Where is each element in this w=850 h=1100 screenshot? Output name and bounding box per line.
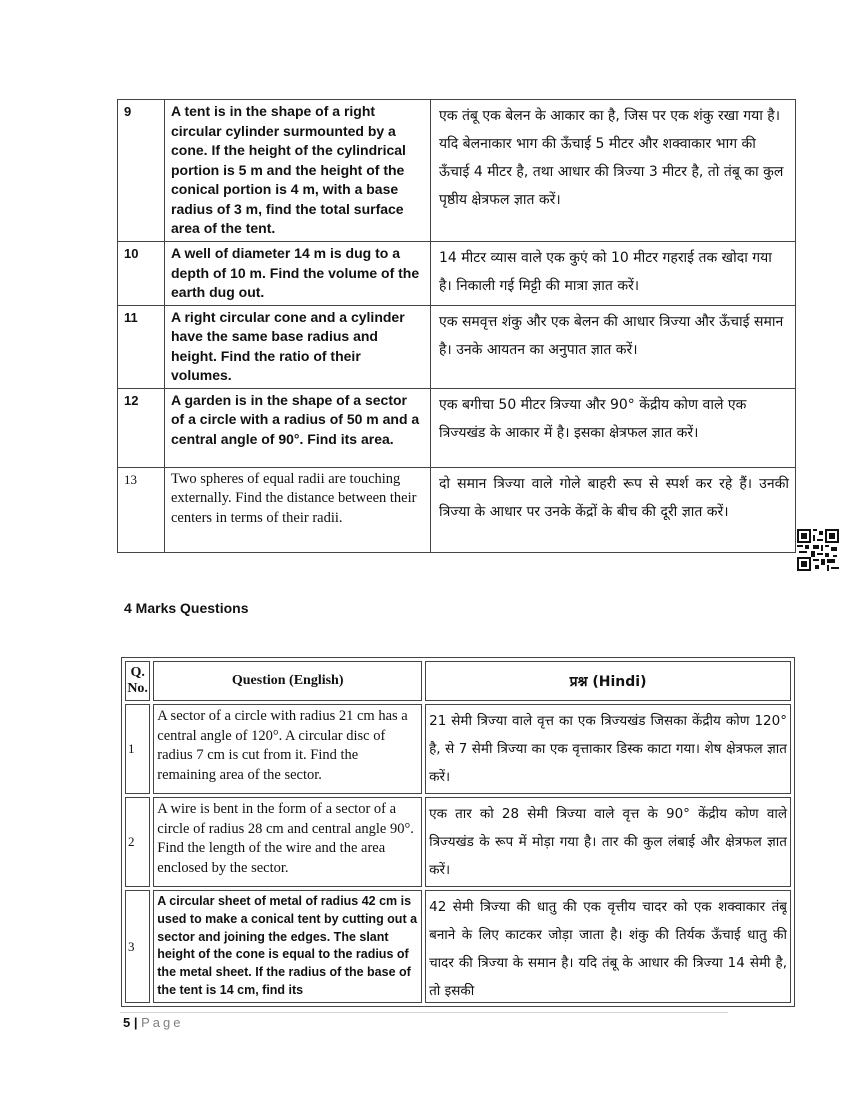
questions-table-4-marks bbox=[121, 657, 795, 1007]
question-number: 3 bbox=[125, 890, 150, 1003]
question-hindi: एक बगीचा 50 मीटर त्रिज्या और 90° केंद्रीय कोण वाले एक त्रिज्यखंड के आकार में है। इसका क्षेत्रफल ज्ञात करें। bbox=[431, 388, 796, 467]
table-row bbox=[118, 100, 796, 242]
table-header-row bbox=[125, 661, 791, 701]
page-footer bbox=[123, 1015, 183, 1030]
question-english: A wire is bent in the form of a sector of a circle of radius 28 cm and central angle 90°. Find the length of the wire and the area enclosed by the sector. bbox=[153, 797, 422, 887]
question-number: 12 bbox=[118, 388, 165, 467]
table-row bbox=[125, 704, 791, 794]
question-number: 9 bbox=[118, 100, 165, 242]
question-hindi: एक तंबू एक बेलन के आकार का है, जिस पर एक शंकु रखा गया है। यदि बेलनाकार भाग की ऊँचाई 5 मीटर और शक्वाकार भाग की ऊँचाई 4 मीटर है, तथा आधार की त्रिज्या 3 मीटर है, तो तंबू का कुल पृष्ठीय क्षेत्रफल ज्ञात करें। bbox=[431, 100, 796, 242]
question-english-cell bbox=[153, 890, 422, 1003]
header-question-hindi: प्रश्न (Hindi) bbox=[425, 661, 791, 701]
question-english: A circular sheet of metal of radius 42 cm is used to make a conical tent by cutting out a sector and joining the edges. The slant height of the cone is equal to the radius of the metal sheet. If the radius of the base of the tent is 14 cm, find its bbox=[157, 894, 418, 997]
table-row bbox=[118, 388, 796, 467]
question-hindi-cell bbox=[425, 890, 791, 1003]
question-english: A sector of a circle with radius 21 cm has a central angle of 120°. A circular disc of radius 7 cm is cut from it. Find the remaining area of the sector. bbox=[153, 704, 422, 794]
section-heading: 4 Marks Questions bbox=[124, 600, 249, 616]
question-english: A well of diameter 14 m is dug to a depth of 10 m. Find the volume of the earth dug out. bbox=[165, 242, 431, 306]
footer-divider bbox=[120, 1012, 728, 1013]
header-question-english: Question (English) bbox=[153, 661, 422, 701]
question-number: 13 bbox=[118, 467, 165, 552]
header-question-number: Q. No. bbox=[125, 661, 150, 701]
question-hindi: 14 मीटर व्यास वाले एक कुएं को 10 मीटर गहराई तक खोदा गया है। निकाली गई मिट्टी की मात्रा ज्ञात करें। bbox=[431, 242, 796, 306]
question-number: 11 bbox=[118, 305, 165, 388]
question-hindi: दो समान त्रिज्या वाले गोले बाहरी रूप से स्पर्श कर रहे हैं। उनकी त्रिज्या के आधार पर उनके केंद्रों के बीच की दूरी ज्ञात करें। bbox=[431, 467, 796, 552]
question-hindi: एक समवृत्त शंकु और एक बेलन की आधार त्रिज्या और ऊँचाई समान है। उनके आयतन का अनुपात ज्ञात करें। bbox=[431, 305, 796, 388]
table-row bbox=[125, 797, 791, 887]
question-number: 1 bbox=[125, 704, 150, 794]
question-english: A garden is in the shape of a sector of a circle with a radius of 50 m and a central angle of 90°. Find its area. bbox=[165, 388, 431, 467]
question-hindi: 21 सेमी त्रिज्या वाले वृत्त का एक त्रिज्यखंड जिसका केंद्रीय कोण 120° है, से 7 सेमी त्रिज्या का एक वृत्ताकार डिस्क काटा गया। शेष क्षेत्रफल ज्ञात करें। bbox=[425, 704, 791, 794]
question-hindi: एक तार को 28 सेमी त्रिज्या वाले वृत्त के 90° केंद्रीय कोण वाले त्रिज्यखंड के रूप में मोड़ा गया है। तार की कुल लंबाई और क्षेत्रफल ज्ञात करें। bbox=[425, 797, 791, 887]
table-row bbox=[118, 467, 796, 552]
question-english: A tent is in the shape of a right circular cylinder surmounted by a cone. If the height of the cylindrical portion is 5 m and the height of the conical portion is 4 m, with a base radius of 3 m, find the total surface area of the tent. bbox=[165, 100, 431, 242]
footer-separator: | bbox=[130, 1015, 142, 1030]
questions-table-3-marks bbox=[117, 99, 796, 553]
page-number: 5 bbox=[123, 1015, 131, 1030]
table-row bbox=[125, 890, 791, 1003]
table-row bbox=[118, 242, 796, 306]
qr-code-icon bbox=[797, 529, 839, 571]
page-label: Page bbox=[141, 1015, 184, 1030]
question-hindi: 42 सेमी त्रिज्या की धातु की एक वृत्तीय चादर को एक शक्वाकार तंबू बनाने के लिए काटकर जोड़ा जाता है। शंकु की तिर्यक ऊँचाई धातु की चादर की त्रिज्या के समान है। यदि तंबू के आधार की त्रिज्या 14 सेमी है, तो इसकी bbox=[429, 899, 787, 999]
question-english: A right circular cone and a cylinder have the same base radius and height. Find the ratio of their volumes. bbox=[165, 305, 431, 388]
question-english: Two spheres of equal radii are touching externally. Find the distance between their centers in terms of their radii. bbox=[165, 467, 431, 552]
question-number: 2 bbox=[125, 797, 150, 887]
question-number: 10 bbox=[118, 242, 165, 306]
table-row bbox=[118, 305, 796, 388]
